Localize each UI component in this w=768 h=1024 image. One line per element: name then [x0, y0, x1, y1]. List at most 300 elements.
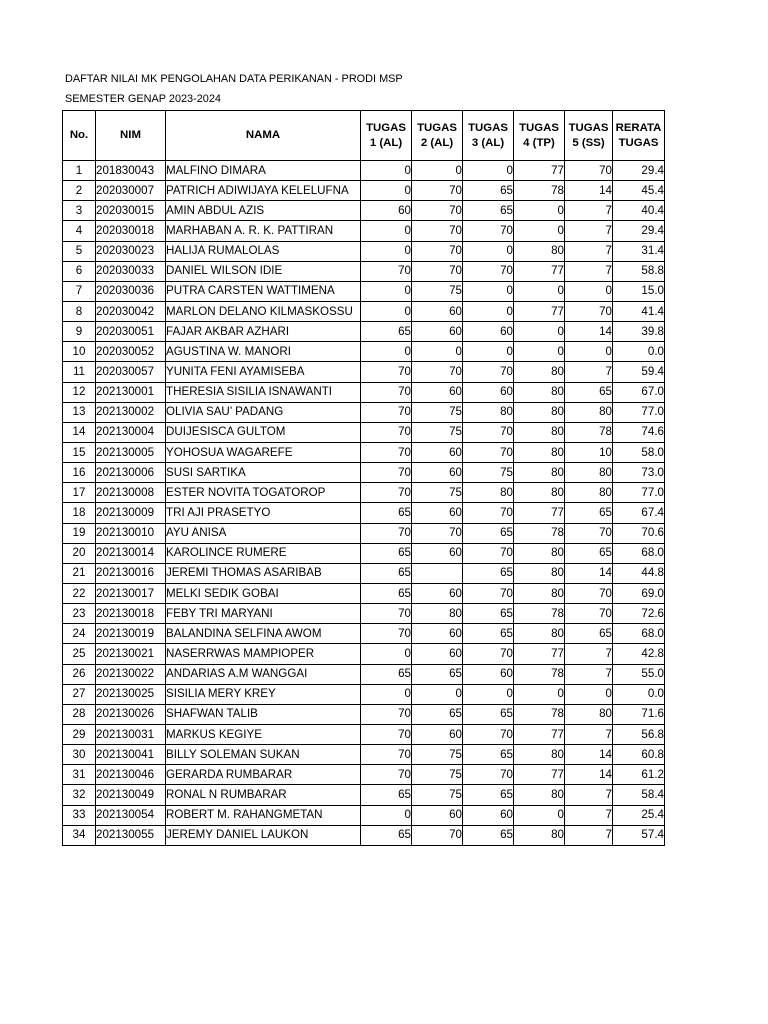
cell-rerata: 71.6 [613, 704, 665, 724]
cell-tugas-4: 80 [514, 785, 565, 805]
cell-nama: NASERRWAS MAMPIOPER [166, 644, 361, 664]
cell-no: 25 [63, 644, 96, 664]
cell-rerata: 56.8 [613, 724, 665, 744]
cell-tugas-1: 0 [361, 181, 412, 201]
cell-tugas-4: 0 [514, 342, 565, 362]
cell-tugas-4: 80 [514, 583, 565, 603]
column-header-text: 2 (AL) [420, 136, 454, 149]
cell-nama: HALIJA RUMALOLAS [166, 241, 361, 261]
cell-nama: GERARDA RUMBARAR [166, 765, 361, 785]
table-row [63, 483, 665, 503]
cell-tugas-2: 80 [412, 604, 463, 624]
cell-tugas-5: 14 [565, 745, 613, 765]
cell-no: 18 [63, 503, 96, 523]
cell-tugas-1: 0 [361, 301, 412, 321]
column-header-tugas-2 [412, 111, 463, 161]
cell-rerata: 73.0 [613, 463, 665, 483]
cell-nim: 202130010 [96, 523, 166, 543]
cell-tugas-5: 65 [565, 543, 613, 563]
cell-nim: 202030018 [96, 221, 166, 241]
cell-no: 27 [63, 684, 96, 704]
table-row [63, 724, 665, 744]
cell-tugas-2: 60 [412, 805, 463, 825]
cell-no: 3 [63, 201, 96, 221]
table-row [63, 523, 665, 543]
cell-tugas-5: 80 [565, 704, 613, 724]
cell-tugas-4: 80 [514, 825, 565, 845]
cell-no: 29 [63, 724, 96, 744]
cell-tugas-5: 65 [565, 503, 613, 523]
cell-nim: 202030015 [96, 201, 166, 221]
cell-no: 5 [63, 241, 96, 261]
column-header-tugas-4 [514, 111, 565, 161]
cell-tugas-1: 70 [361, 704, 412, 724]
table-row [63, 221, 665, 241]
cell-nama: JEREMY DANIEL LAUKON [166, 825, 361, 845]
cell-no: 26 [63, 664, 96, 684]
cell-rerata: 67.0 [613, 382, 665, 402]
table-row [63, 161, 665, 181]
cell-tugas-1: 0 [361, 221, 412, 241]
cell-tugas-5: 80 [565, 463, 613, 483]
cell-nama: PUTRA CARSTEN WATTIMENA [166, 281, 361, 301]
cell-tugas-2: 60 [412, 724, 463, 744]
cell-nama: ESTER NOVITA TOGATOROP [166, 483, 361, 503]
cell-tugas-4: 0 [514, 281, 565, 301]
cell-tugas-2: 75 [412, 785, 463, 805]
cell-tugas-5: 7 [565, 805, 613, 825]
cell-no: 11 [63, 362, 96, 382]
table-row [63, 583, 665, 603]
cell-rerata: 29.4 [613, 221, 665, 241]
cell-tugas-4: 77 [514, 301, 565, 321]
column-header-text: TUGAS [618, 136, 659, 149]
column-header-text: 3 (AL) [471, 136, 505, 149]
cell-nama: BILLY SOLEMAN SUKAN [166, 745, 361, 765]
header-row [63, 111, 665, 161]
cell-tugas-2: 70 [412, 201, 463, 221]
cell-no: 22 [63, 583, 96, 603]
cell-tugas-1: 65 [361, 563, 412, 583]
cell-rerata: 44.8 [613, 563, 665, 583]
cell-nama: YUNITA FENI AYAMISEBA [166, 362, 361, 382]
cell-tugas-4: 80 [514, 463, 565, 483]
cell-tugas-3: 70 [463, 362, 514, 382]
cell-rerata: 57.4 [613, 825, 665, 845]
table-row [63, 201, 665, 221]
cell-no: 32 [63, 785, 96, 805]
column-header-text: No. [69, 129, 89, 141]
cell-nim: 202130005 [96, 442, 166, 462]
cell-no: 23 [63, 604, 96, 624]
table-row [63, 785, 665, 805]
cell-tugas-2: 70 [412, 221, 463, 241]
cell-nama: SUSI SARTIKA [166, 463, 361, 483]
cell-tugas-1: 70 [361, 724, 412, 744]
cell-tugas-3: 70 [463, 221, 514, 241]
cell-tugas-3: 70 [463, 503, 514, 523]
cell-tugas-2: 60 [412, 624, 463, 644]
cell-tugas-4: 80 [514, 422, 565, 442]
cell-tugas-5: 0 [565, 342, 613, 362]
cell-rerata: 40.4 [613, 201, 665, 221]
cell-tugas-3: 65 [463, 825, 514, 845]
cell-tugas-3: 65 [463, 201, 514, 221]
table-row [63, 805, 665, 825]
column-header-text: TUGAS [519, 121, 559, 134]
cell-tugas-5: 7 [565, 825, 613, 845]
cell-nama: DANIEL WILSON IDIE [166, 261, 361, 281]
cell-tugas-2: 70 [412, 825, 463, 845]
column-header-nim [96, 111, 166, 161]
cell-tugas-3: 65 [463, 181, 514, 201]
cell-nama: ROBERT M. RAHANGMETAN [166, 805, 361, 825]
cell-tugas-3: 70 [463, 644, 514, 664]
cell-rerata: 70.6 [613, 523, 665, 543]
cell-nim: 202130004 [96, 422, 166, 442]
cell-nim: 201830043 [96, 161, 166, 181]
cell-nim: 202130019 [96, 624, 166, 644]
cell-tugas-3: 70 [463, 442, 514, 462]
cell-tugas-4: 77 [514, 161, 565, 181]
cell-nim: 202130016 [96, 563, 166, 583]
cell-rerata: 58.0 [613, 442, 665, 462]
column-header-tugas-3 [463, 111, 514, 161]
cell-tugas-5: 65 [565, 624, 613, 644]
cell-nim: 202130017 [96, 583, 166, 603]
cell-no: 2 [63, 181, 96, 201]
cell-nim: 202130006 [96, 463, 166, 483]
cell-tugas-3: 70 [463, 583, 514, 603]
cell-tugas-5: 7 [565, 644, 613, 664]
cell-tugas-5: 7 [565, 724, 613, 744]
column-header-tugas-1 [361, 111, 412, 161]
cell-tugas-4: 78 [514, 604, 565, 624]
cell-nim: 202030007 [96, 181, 166, 201]
cell-nim: 202130022 [96, 664, 166, 684]
table-header [63, 111, 665, 161]
cell-tugas-1: 70 [361, 362, 412, 382]
cell-rerata: 68.0 [613, 543, 665, 563]
cell-tugas-2: 75 [412, 745, 463, 765]
cell-tugas-5: 14 [565, 765, 613, 785]
table-row [63, 563, 665, 583]
cell-tugas-2: 0 [412, 161, 463, 181]
cell-tugas-2: 75 [412, 422, 463, 442]
table-row [63, 301, 665, 321]
cell-rerata: 59.4 [613, 362, 665, 382]
cell-tugas-2 [412, 563, 463, 583]
cell-tugas-3: 65 [463, 624, 514, 644]
cell-rerata: 45.4 [613, 181, 665, 201]
column-header-rerata [613, 111, 665, 161]
cell-no: 20 [63, 543, 96, 563]
cell-nama: MARHABAN A. R. K. PATTIRAN [166, 221, 361, 241]
cell-tugas-1: 65 [361, 503, 412, 523]
cell-tugas-4: 0 [514, 805, 565, 825]
cell-tugas-2: 0 [412, 684, 463, 704]
cell-nim: 202130049 [96, 785, 166, 805]
cell-tugas-3: 70 [463, 543, 514, 563]
cell-tugas-3: 70 [463, 765, 514, 785]
cell-nim: 202030057 [96, 362, 166, 382]
table-row [63, 624, 665, 644]
cell-tugas-2: 60 [412, 463, 463, 483]
cell-nama: THERESIA SISILIA ISNAWANTI [166, 382, 361, 402]
cell-rerata: 60.8 [613, 745, 665, 765]
document-subtitle: SEMESTER GENAP 2023-2024 [65, 93, 221, 105]
column-header-text: TUGAS [468, 121, 508, 134]
cell-tugas-4: 80 [514, 382, 565, 402]
cell-nama: AGUSTINA W. MANORI [166, 342, 361, 362]
cell-tugas-4: 78 [514, 523, 565, 543]
cell-nim: 202130055 [96, 825, 166, 845]
cell-tugas-5: 7 [565, 261, 613, 281]
cell-tugas-3: 60 [463, 382, 514, 402]
cell-rerata: 42.8 [613, 644, 665, 664]
table-row [63, 704, 665, 724]
cell-tugas-2: 70 [412, 241, 463, 261]
cell-no: 14 [63, 422, 96, 442]
cell-rerata: 72.6 [613, 604, 665, 624]
cell-tugas-2: 75 [412, 483, 463, 503]
column-header-text: 4 (TP) [523, 136, 555, 149]
cell-tugas-1: 70 [361, 463, 412, 483]
cell-rerata: 58.4 [613, 785, 665, 805]
cell-tugas-2: 60 [412, 382, 463, 402]
table-row [63, 382, 665, 402]
table-row [63, 503, 665, 523]
cell-tugas-2: 60 [412, 543, 463, 563]
cell-nim: 202130009 [96, 503, 166, 523]
cell-tugas-2: 65 [412, 704, 463, 724]
cell-rerata: 55.0 [613, 664, 665, 684]
cell-nama: FAJAR AKBAR AZHARI [166, 322, 361, 342]
cell-nim: 202130002 [96, 402, 166, 422]
cell-tugas-4: 77 [514, 644, 565, 664]
cell-tugas-1: 65 [361, 785, 412, 805]
cell-nama: RONAL N RUMBARAR [166, 785, 361, 805]
cell-no: 31 [63, 765, 96, 785]
cell-rerata: 15.0 [613, 281, 665, 301]
cell-tugas-2: 0 [412, 342, 463, 362]
table-row [63, 322, 665, 342]
cell-nim: 202030036 [96, 281, 166, 301]
cell-tugas-1: 70 [361, 382, 412, 402]
cell-no: 15 [63, 442, 96, 462]
cell-tugas-1: 70 [361, 523, 412, 543]
cell-tugas-5: 14 [565, 181, 613, 201]
cell-tugas-1: 70 [361, 483, 412, 503]
cell-tugas-1: 0 [361, 342, 412, 362]
cell-tugas-2: 60 [412, 301, 463, 321]
cell-tugas-1: 65 [361, 583, 412, 603]
cell-tugas-5: 70 [565, 523, 613, 543]
cell-tugas-2: 70 [412, 362, 463, 382]
cell-nama: AYU ANISA [166, 523, 361, 543]
cell-nama: MARKUS KEGIYE [166, 724, 361, 744]
cell-no: 4 [63, 221, 96, 241]
cell-rerata: 0.0 [613, 684, 665, 704]
cell-no: 1 [63, 161, 96, 181]
cell-nama: YOHOSUA WAGAREFE [166, 442, 361, 462]
cell-tugas-5: 7 [565, 221, 613, 241]
cell-no: 7 [63, 281, 96, 301]
cell-no: 9 [63, 322, 96, 342]
cell-nama: FEBY TRI MARYANI [166, 604, 361, 624]
cell-tugas-3: 0 [463, 301, 514, 321]
cell-nama: MARLON DELANO KILMASKOSSU [166, 301, 361, 321]
cell-tugas-2: 75 [412, 765, 463, 785]
column-header-text: 1 (AL) [369, 136, 403, 149]
cell-tugas-3: 0 [463, 281, 514, 301]
cell-tugas-5: 70 [565, 301, 613, 321]
cell-rerata: 68.0 [613, 624, 665, 644]
cell-tugas-4: 80 [514, 483, 565, 503]
cell-tugas-5: 0 [565, 684, 613, 704]
cell-tugas-4: 77 [514, 765, 565, 785]
column-header-nama [166, 111, 361, 161]
cell-nama: TRI AJI PRASETYO [166, 503, 361, 523]
cell-nim: 202130031 [96, 724, 166, 744]
cell-nim: 202030052 [96, 342, 166, 362]
column-header-text: RERATA [615, 121, 662, 134]
cell-nim: 202130025 [96, 684, 166, 704]
cell-nim: 202130026 [96, 704, 166, 724]
cell-tugas-2: 65 [412, 664, 463, 684]
table-row [63, 664, 665, 684]
cell-tugas-5: 0 [565, 281, 613, 301]
cell-tugas-3: 80 [463, 483, 514, 503]
cell-tugas-3: 65 [463, 523, 514, 543]
cell-tugas-3: 60 [463, 322, 514, 342]
cell-tugas-3: 80 [463, 402, 514, 422]
table-row [63, 825, 665, 845]
table-row [63, 362, 665, 382]
table-row [63, 684, 665, 704]
cell-nama: MELKI SEDIK GOBAI [166, 583, 361, 603]
cell-nama: DUIJESISCA GULTOM [166, 422, 361, 442]
cell-tugas-5: 80 [565, 483, 613, 503]
cell-no: 21 [63, 563, 96, 583]
cell-tugas-2: 60 [412, 644, 463, 664]
cell-tugas-4: 80 [514, 402, 565, 422]
cell-nim: 202130018 [96, 604, 166, 624]
cell-tugas-3: 0 [463, 684, 514, 704]
cell-no: 33 [63, 805, 96, 825]
column-header-text: 5 (SS) [572, 136, 605, 149]
cell-nama: OLIVIA SAU’ PADANG [166, 402, 361, 422]
cell-tugas-4: 78 [514, 664, 565, 684]
cell-tugas-5: 7 [565, 241, 613, 261]
cell-tugas-4: 80 [514, 362, 565, 382]
cell-nama: PATRICH ADIWIJAYA KELELUFNA [166, 181, 361, 201]
table-row [63, 261, 665, 281]
cell-tugas-4: 80 [514, 442, 565, 462]
cell-tugas-1: 70 [361, 402, 412, 422]
cell-tugas-4: 80 [514, 543, 565, 563]
cell-no: 13 [63, 402, 96, 422]
cell-tugas-2: 60 [412, 322, 463, 342]
cell-rerata: 77.0 [613, 483, 665, 503]
cell-nim: 202130041 [96, 745, 166, 765]
document-title: DAFTAR NILAI MK PENGOLAHAN DATA PERIKANAN - PRODI MSP [65, 73, 403, 85]
cell-no: 17 [63, 483, 96, 503]
cell-tugas-3: 0 [463, 161, 514, 181]
cell-tugas-3: 65 [463, 563, 514, 583]
table-body [63, 161, 665, 846]
table-row [63, 442, 665, 462]
cell-tugas-5: 78 [565, 422, 613, 442]
cell-no: 19 [63, 523, 96, 543]
cell-tugas-1: 0 [361, 684, 412, 704]
cell-tugas-3: 65 [463, 745, 514, 765]
cell-rerata: 31.4 [613, 241, 665, 261]
cell-tugas-2: 60 [412, 503, 463, 523]
cell-tugas-1: 0 [361, 241, 412, 261]
cell-tugas-4: 0 [514, 684, 565, 704]
cell-tugas-3: 0 [463, 241, 514, 261]
cell-tugas-4: 80 [514, 563, 565, 583]
cell-tugas-5: 10 [565, 442, 613, 462]
table-row [63, 745, 665, 765]
column-header-no [63, 111, 96, 161]
cell-tugas-5: 70 [565, 604, 613, 624]
cell-tugas-3: 65 [463, 785, 514, 805]
cell-tugas-1: 65 [361, 825, 412, 845]
cell-no: 10 [63, 342, 96, 362]
cell-tugas-1: 70 [361, 422, 412, 442]
cell-tugas-1: 70 [361, 765, 412, 785]
cell-tugas-3: 0 [463, 342, 514, 362]
cell-tugas-5: 7 [565, 362, 613, 382]
cell-no: 8 [63, 301, 96, 321]
cell-tugas-1: 65 [361, 543, 412, 563]
cell-tugas-1: 70 [361, 624, 412, 644]
cell-nim: 202030023 [96, 241, 166, 261]
cell-tugas-2: 70 [412, 523, 463, 543]
cell-rerata: 41.4 [613, 301, 665, 321]
cell-rerata: 67.4 [613, 503, 665, 523]
cell-nama: ANDARIAS A.M WANGGAI [166, 664, 361, 684]
cell-tugas-4: 0 [514, 201, 565, 221]
table-row [63, 181, 665, 201]
cell-nama: SISILIA MERY KREY [166, 684, 361, 704]
cell-nama: BALANDINA SELFINA AWOM [166, 624, 361, 644]
cell-tugas-2: 70 [412, 261, 463, 281]
cell-nama: JEREMI THOMAS ASARIBAB [166, 563, 361, 583]
cell-tugas-4: 80 [514, 624, 565, 644]
cell-tugas-3: 60 [463, 805, 514, 825]
cell-nim: 202130046 [96, 765, 166, 785]
cell-tugas-4: 80 [514, 745, 565, 765]
cell-no: 30 [63, 745, 96, 765]
cell-tugas-4: 77 [514, 261, 565, 281]
table-row [63, 241, 665, 261]
cell-tugas-3: 70 [463, 261, 514, 281]
cell-tugas-4: 80 [514, 241, 565, 261]
table-row [63, 644, 665, 664]
cell-tugas-3: 60 [463, 664, 514, 684]
cell-tugas-1: 70 [361, 604, 412, 624]
cell-tugas-5: 14 [565, 563, 613, 583]
cell-rerata: 58.8 [613, 261, 665, 281]
cell-tugas-5: 7 [565, 201, 613, 221]
cell-nim: 202130021 [96, 644, 166, 664]
cell-tugas-4: 77 [514, 724, 565, 744]
cell-tugas-4: 78 [514, 704, 565, 724]
cell-tugas-3: 75 [463, 463, 514, 483]
